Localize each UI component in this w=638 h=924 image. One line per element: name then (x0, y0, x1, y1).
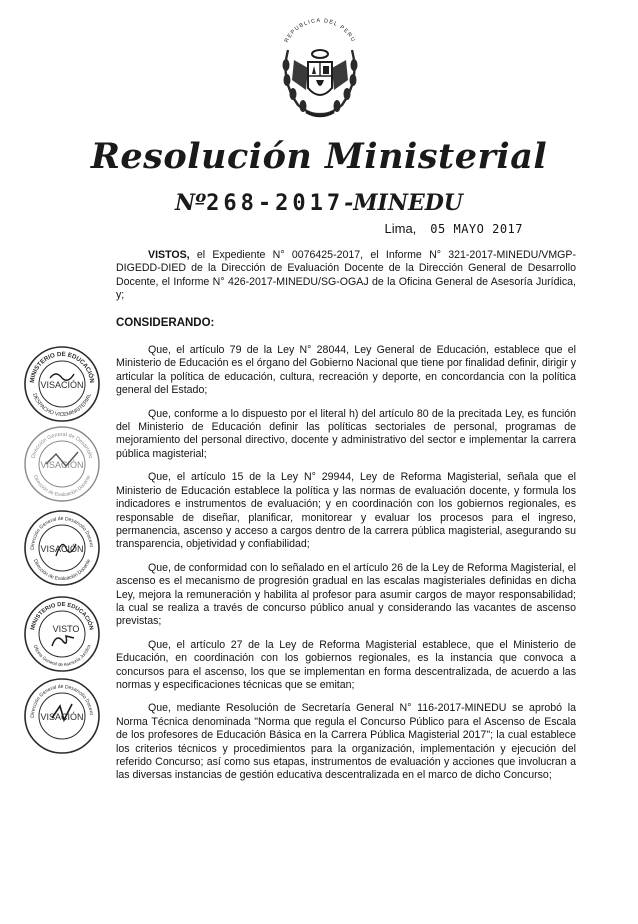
visa-stamp (22, 344, 102, 424)
considerando-paragraph: Que, de conformidad con lo señalado en el artículo 26 de la Ley de Reforma Magisterial, el ascenso es el mecanismo de progresión gradual en las escalas magisteriales definidas en dicha Ley, mejora la remuneración y habilita al profesor para asumir cargos de mayor responsabilidad; la cual se realiza a través de concurso público anual y considerando las vacantes de ascenso previstas; (116, 561, 576, 628)
stamp-center-text: VISACIÓN (40, 712, 84, 722)
stamp-center-text: VISACIÓN (40, 544, 84, 554)
vistos-paragraph (116, 249, 576, 303)
stamp-center-text: VISACIÓN (40, 460, 84, 470)
document-title: Resolución Ministerial (90, 136, 548, 177)
svg-text:Dirección General de Desarroll (31, 432, 94, 459)
visa-stamp (22, 424, 102, 504)
considerando-paragraph: Que, el artículo 27 de la Ley de Reforma Magisterial establece, que el Ministerio de Educación, en coordinación con los gobiernos regionales, es la instancia que convoca a concursos para el ascenso, los que se implementan en forma descentralizada, de acuerdo a las normas y especificaciones técnicas que se emitan; (116, 638, 576, 691)
crest-caption: REPUBLICA DEL PERU (283, 17, 357, 44)
visa-stamp (22, 676, 102, 756)
considerando-paragraph: Que, conforme a lo dispuesto por el literal h) del artículo 80 de la precitada Ley, es función del Ministerio de Educación definir las políticas sectoriales de personal, programas de mejoramiento del personal directivo, docente y administrativo del sector e implementar la carrera pública magisterial; (116, 407, 576, 460)
vistos-text: el Expediente N° 0076425-2017, el Informe N° 321-2017-MINEDU/VMGP-DIGEDD-DIED de la Dirección de Evaluación Docente de la Dirección General de Desarrollo Docente, el Informe N° 426-2017-MINEDU/SG-OGAJ de la Oficina General de Asesoría Jurídica, y; (116, 249, 576, 302)
stamp-bottom-text: Dirección de Evaluación Docente (31, 474, 93, 499)
resolution-body (116, 249, 576, 793)
place-and-date (385, 221, 524, 236)
stamp-date: 05 MAYO 2017 (430, 222, 523, 236)
svg-text:Oficina General de Asesoría Ju (33, 644, 92, 667)
number-prefix: Nº (175, 190, 207, 216)
stamp-top-text: MINISTERIO DE EDUCACIÓN (28, 350, 96, 384)
visa-stamp (22, 508, 102, 588)
stamp-center-text: VISTO (52, 624, 80, 634)
number-digits: 268-2017 (206, 191, 345, 216)
visto-stamp (22, 594, 102, 674)
svg-text:REPUBLICA DEL PERU (284, 18, 356, 44)
stamp-top-text: MINISTERIO DE EDUCACIÓN (30, 601, 94, 631)
stamp-center-text: VISACIÓN (40, 380, 84, 390)
resolution-number (0, 190, 638, 216)
stamp-top-text: Dirección General de Desarrollo Docent (29, 684, 94, 718)
considerando-heading: CONSIDERANDO: (116, 316, 215, 329)
considerando-paragraph: Que, el artículo 79 de la Ley N° 28044, Ley General de Educación, establece que el Ministerio de Educación es el órgano del Gobierno Nacional que tiene por finalidad definir, dirigir y articular la política de educación, cultura, recreación y deporte, en concordancia con la política general del Estado; (116, 344, 576, 397)
vistos-label: VISTOS, (148, 249, 190, 261)
city: Lima, (384, 221, 417, 236)
considerando-paragraph: Que, el artículo 15 de la Ley N° 29944, Ley de Reforma Magisterial, señala que el Ministerio de Educación establece la política y las normas de evaluación docente, y formula los indicadores e instrumentos de evaluación; y en coordinación con los gobiernos regionales, es responsable de diseñar, planificar, monitorear y evaluar los procesos para el ingreso, permanencia, ascenso y acceso a cargos dentro de la carrera pública magisterial, asegurando su transparencia, objetividad y confiabilidad; (116, 471, 576, 551)
number-suffix: -MINEDU (344, 190, 463, 216)
stamp-top-text: Dirección General de Desarrollo Docent (29, 516, 94, 550)
stamp-bottom-text: DESPACHO VICEMINISTERIAL (31, 392, 93, 419)
signature-mark (52, 636, 74, 646)
stamp-bottom-text: Dirección de Evaluación Docente (31, 558, 93, 583)
national-coat-of-arms (270, 10, 370, 130)
considerando-paragraph: Que, mediante Resolución de Secretaría General N° 116-2017-MINEDU se aprobó la Norma Técnica denominada "Norma que regula el Concurso Público para el Ascenso de Escala de los profesores de Educación Básica en la Carrera Pública Magisterial 2017"; la cual establece los criterios técnicos y procedimientos para la organización, implementación y ejecución del referido Concurso; así como sus etapas, instrumentos de evaluación y acciones que involucran a las diversas instancias de gestión educativa descentralizada en el marco de dicho Concurso; (116, 702, 576, 782)
stamp-top-text: Dirección General de Desarrollo (30, 431, 94, 460)
stamp-bottom-text: Oficina General de Asesoría Jurídica (32, 643, 92, 668)
